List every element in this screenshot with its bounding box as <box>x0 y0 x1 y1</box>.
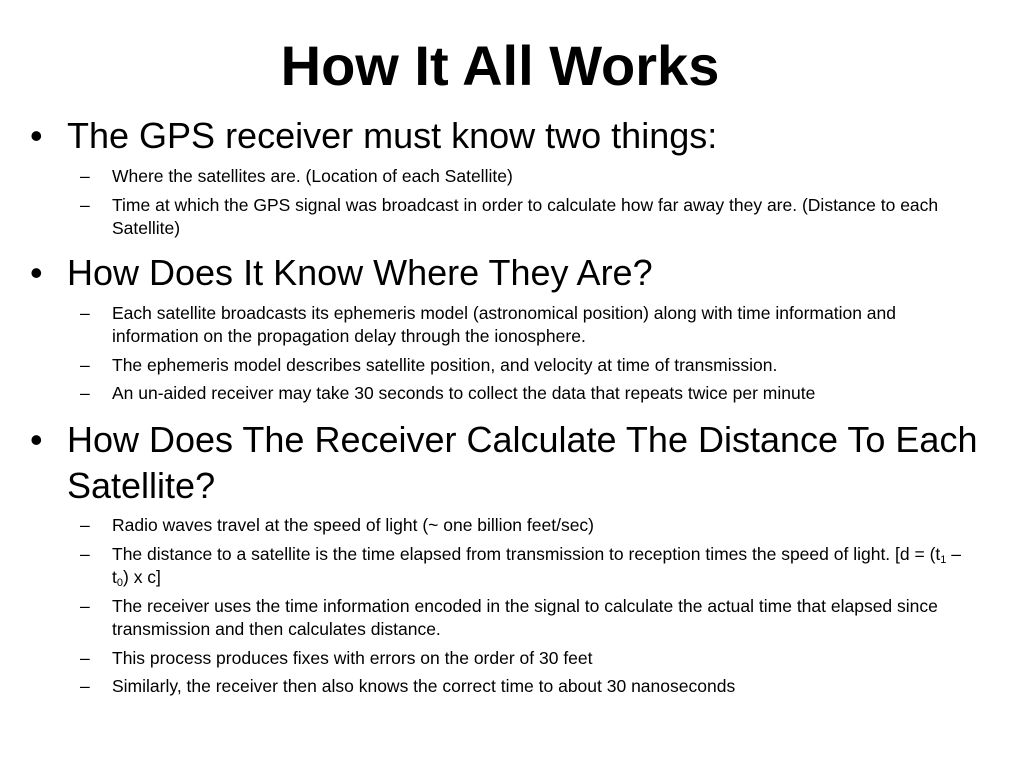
sub-bullet-text: Where the satellites are. (Location of each Satellite) <box>112 166 513 186</box>
section-heading <box>30 417 990 509</box>
sub-bullet-text: This process produces fixes with errors on the order of 30 feet <box>112 648 593 668</box>
heading-text: How Does The Receiver Calculate The Distance To Each Satellite? <box>67 419 978 506</box>
dash-icon: – <box>80 303 90 323</box>
sub-bullet <box>80 514 980 537</box>
heading-text: The GPS receiver must know two things: <box>67 115 718 156</box>
dash-icon: – <box>80 355 90 375</box>
formula-middle: – t <box>112 544 961 587</box>
dash-icon: – <box>80 195 90 215</box>
sub-bullet-text: Radio waves travel at the speed of light (~ one billion feet/sec) <box>112 515 595 535</box>
dash-icon: – <box>80 515 90 535</box>
formula-before: The distance to a satellite is the time elapsed from transmission to reception times the speed of light. [d = (t <box>112 544 941 564</box>
sub-bullet <box>80 194 980 240</box>
formula-after: ) x c] <box>123 567 161 587</box>
sub-bullet <box>80 165 980 188</box>
bullet-icon: • <box>30 115 43 156</box>
dash-icon: – <box>80 648 90 668</box>
dash-icon: – <box>80 596 90 616</box>
sub-bullet <box>80 595 980 641</box>
heading-text: How Does It Know Where They Are? <box>67 252 653 293</box>
distance-formula-text <box>112 543 980 589</box>
sub-bullet-text: The receiver uses the time information encoded in the signal to calculate the actual time that elapsed since transmission and then calculates distance. <box>112 596 938 639</box>
sub-bullet <box>80 647 980 670</box>
sub-bullet <box>80 382 980 405</box>
sub-bullet <box>80 302 980 348</box>
sub-bullet-text: Similarly, the receiver then also knows the correct time to about 30 nanoseconds <box>112 676 736 696</box>
sub-bullet-text: Time at which the GPS signal was broadcast in order to calculate how far away they are. (Distance to each Satellite) <box>112 195 939 238</box>
dash-icon: – <box>80 383 90 403</box>
section-heading <box>30 113 990 159</box>
formula-subscript-1: 1 <box>940 554 947 566</box>
section-heading <box>30 250 990 296</box>
dash-icon: – <box>80 544 90 564</box>
sub-bullet <box>80 543 980 589</box>
sub-bullet-text: Each satellite broadcasts its ephemeris model (astronomical position) along with time information and information on the propagation delay through the ionosphere. <box>112 303 896 346</box>
sub-bullet-text: The ephemeris model describes satellite position, and velocity at time of transmission. <box>112 355 778 375</box>
formula-subscript-0: 0 <box>116 577 123 589</box>
dash-icon: – <box>80 676 90 696</box>
sub-bullet <box>80 675 980 698</box>
bullet-icon: • <box>30 419 43 460</box>
slide-title: How It All Works <box>280 34 720 97</box>
sub-bullet-text: An un-aided receiver may take 30 seconds to collect the data that repeats twice per minute <box>112 383 816 403</box>
sub-bullet <box>80 354 980 377</box>
bullet-icon: • <box>30 252 43 293</box>
dash-icon: – <box>80 166 90 186</box>
